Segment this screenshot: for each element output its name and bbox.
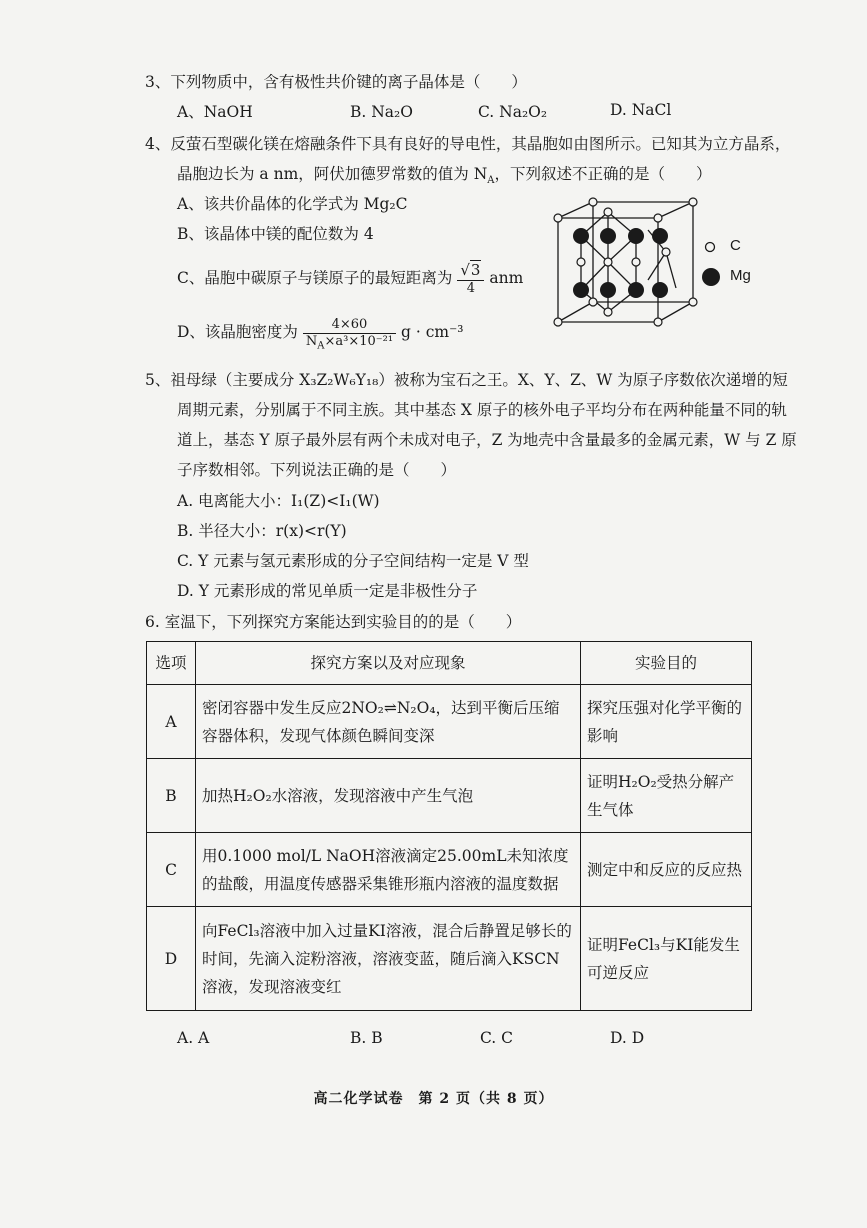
q3-option-d: D. NaCl [610, 101, 672, 119]
table-row [147, 833, 752, 907]
q4-option-a: A、该共价晶体的化学式为 Mg₂C [177, 195, 408, 213]
page-footer: 高二化学试卷 第 2 页（共 8 页） [313, 1091, 554, 1107]
q6-stem: 6. 室温下，下列探究方案能达到实验目的的是（ ） [145, 613, 522, 631]
legend-c-symbol [703, 240, 717, 254]
row-b-plan: 加热H₂O₂水溶液，发现溶液中产生气泡 [196, 759, 581, 833]
table-row [147, 685, 752, 759]
q5-option-c: C. Y 元素与氢元素形成的分子空间结构一定是 V 型 [177, 552, 529, 570]
q5-stem-line4: 子序数相邻。下列说法正确的是（ ） [177, 461, 457, 479]
experiment-table [146, 641, 752, 1011]
density-fraction: $\frac{4\times 60}{N_A\times a^3\times 10^{-21}}$ [303, 317, 396, 350]
header-plan: 探究方案以及对应现象 [196, 642, 581, 685]
q5-option-b: B. 半径大小：r(x)<r(Y) [177, 522, 347, 540]
row-a-plan: 密闭容器中发生反应2NO₂⇌N₂O₄，达到平衡后压缩容器体积，发现气体颜色瞬间变深 [196, 685, 581, 759]
q5-stem-line3: 道上，基态 Y 原子最外层有两个未成对电子，Z 为地壳中含量最多的金属元素，W 与 Z 原 [177, 431, 797, 449]
header-option: 选项 [147, 642, 196, 685]
row-c-goal: 测定中和反应的反应热 [581, 833, 752, 907]
q4-option-b: B、该晶体中镁的配位数为 4 [177, 225, 374, 243]
row-d-option: D [147, 907, 196, 1011]
q3-option-b: B. Na₂O [350, 103, 413, 121]
table-header-row [147, 642, 752, 685]
row-c-plan: 用0.1000 mol/L NaOH溶液滴定25.00mL未知浓度的盐酸，用温度传感器采集锥形瓶内溶液的温度数据 [196, 833, 581, 907]
row-a-goal: 探究压强对化学平衡的影响 [581, 685, 752, 759]
q3-option-a: A、NaOH [177, 103, 253, 121]
table-row [147, 759, 752, 833]
row-d-goal: 证明FeCl₃与KI能发生可逆反应 [581, 907, 752, 1011]
row-b-goal: 证明H₂O₂受热分解产生气体 [581, 759, 752, 833]
header-goal: 实验目的 [581, 642, 752, 685]
q4-stem-line1: 4、反萤石型碳化镁在熔融条件下具有良好的导电性，其晶胞如由图所示。已知其为立方晶系， [145, 135, 791, 153]
q5-stem-line2: 周期元素，分别属于不同主族。其中基态 X 原子的核外电子平均分布在两种能量不同的轨 [177, 401, 787, 419]
q5-option-d: D. Y 元素形成的常见单质一定是非极性分子 [177, 582, 478, 600]
row-b-option: B [147, 759, 196, 833]
q4-option-d: D、该晶胞密度为 $\frac{4\times 60}{N_A\times a^3\times 10^{-21}}$ g · cm⁻³ [177, 316, 464, 352]
row-c-option: C [147, 833, 196, 907]
q6-option-d: D. D [610, 1029, 645, 1047]
q6-option-a: A. A [177, 1029, 210, 1047]
q3-option-c: C. Na₂O₂ [478, 103, 548, 121]
q4-stem-line2: 晶胞边长为 a nm，阿伏加德罗常数的值为 $N_A$，下列叙述不正确的是（ ） [177, 165, 712, 187]
q6-option-c: C. C [480, 1029, 514, 1047]
legend-mg-symbol [700, 266, 722, 288]
crystal-cell-figure [548, 190, 708, 335]
legend-mg-label: Mg [730, 267, 751, 284]
row-a-option: A [147, 685, 196, 759]
row-d-plan: 向FeCl₃溶液中加入过量KI溶液，混合后静置足够长的时间，先滴入淀粉溶液，溶液变蓝，随后滴入KSCN溶液，发现溶液变红 [196, 907, 581, 1011]
q3-stem: 3、下列物质中，含有极性共价键的离子晶体是（ ） [145, 73, 527, 91]
q6-option-b: B. B [350, 1029, 383, 1047]
legend-c-label: C [730, 237, 741, 254]
q5-stem-line1: 5、祖母绿（主要成分 X₃Z₂W₆Y₁₈）被称为宝石之王。X、Y、Z、W 为原子序数依次递增的短 [145, 371, 788, 389]
table-row [147, 907, 752, 1011]
fraction-sqrt3-over-4: $\frac{√3}{4}$ [457, 262, 484, 297]
q4-option-c: C、晶胞中碳原子与镁原子的最短距离为 $\frac{√3}{4}$ anm [177, 260, 524, 296]
q5-option-a: A. 电离能大小：I₁(Z)<I₁(W) [177, 492, 380, 510]
